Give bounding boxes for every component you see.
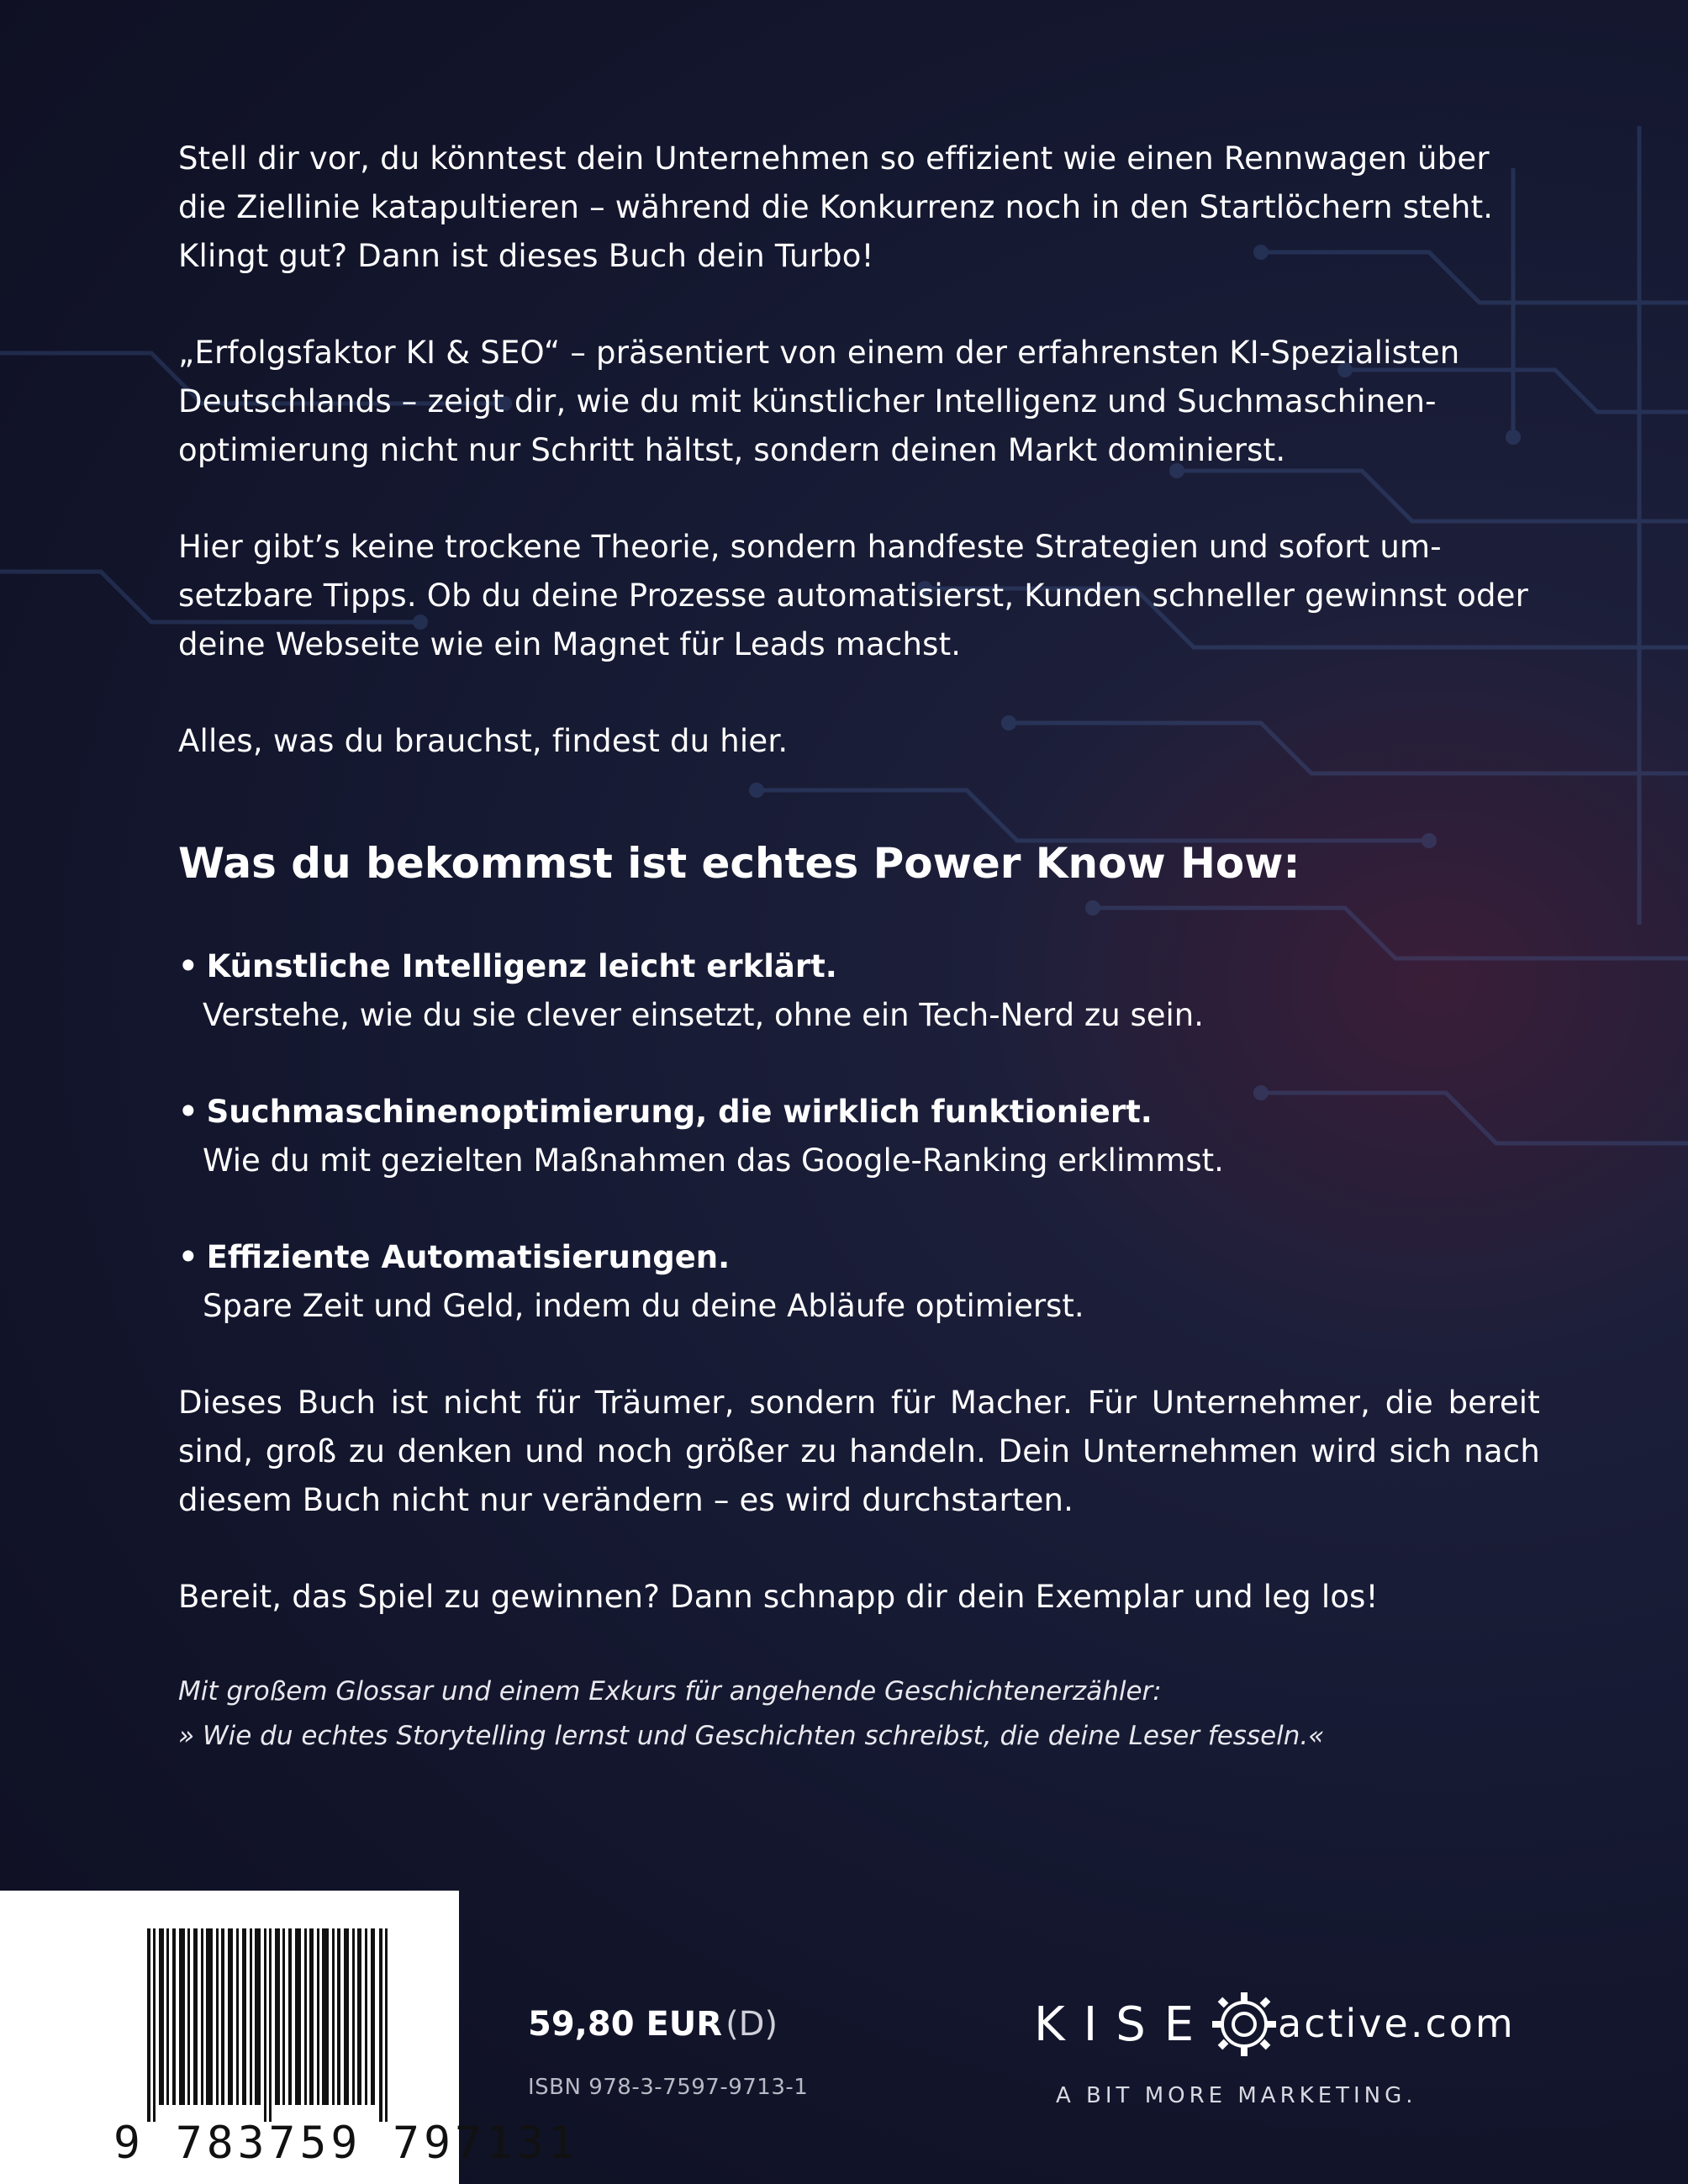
benefit-description: Wie du mit gezielten Maßnahmen das Google-Ranking erklimmst. <box>203 1142 1224 1179</box>
benefit-item <box>178 1088 1540 1185</box>
benefit-title: Künstliche Intelligenz leicht erklärt. <box>206 948 837 984</box>
barcode <box>0 1891 579 2184</box>
price <box>528 2005 778 2044</box>
price-country: (D) <box>725 2005 778 2044</box>
glossary-note-line-2: » Wie du echtes Storytelling lernst und Geschichten schreibst, die deine Leser fesseln.« <box>178 1721 1325 1751</box>
glossary-note <box>178 1670 1540 1759</box>
benefit-title: Effiziente Automatisierungen. <box>206 1239 731 1275</box>
intro-paragraph-3: Hier gibt’s keine trockene Theorie, sondern handfeste Strategien und sofort umsetzbare Tipps. Ob du deine Prozesse automatisierst, Kunden schneller gewinnst oder deine Webseite wie ein Magnet für Leads machst. <box>178 529 1529 662</box>
logo-tagline: A BIT MORE MARKETING. <box>1056 2083 1417 2108</box>
benefit-item <box>178 942 1540 1040</box>
logo-text-active: active.com <box>1278 2001 1516 2046</box>
intro-paragraph-1: Stell dir vor, du könntest dein Unternehmen so effizient wie einen Rennwagen über die Ziellinie katapultieren – während die Konkurrenz noch in den Startlöchern steht. Klingt gut? Dann ist dieses Buch dein Turbo! <box>178 140 1494 274</box>
benefit-description: Verstehe, wie du sie clever einsetzt, ohne ein Tech-Nerd zu sein. <box>203 997 1205 1033</box>
bullet: • <box>178 1239 198 1275</box>
barcode-bars <box>147 1928 391 2122</box>
closing-paragraph-1: Dieses Buch ist nicht für Träumer, sondern für Macher. Für Unternehmer, die bereit sind, groß zu denken und noch größer zu handeln. Dein Unternehmen wird sich nach diesem Buch nicht nur verändern – es wird durchstarten. <box>178 1385 1540 1518</box>
benefit-description: Spare Zeit und Geld, indem du deine Abläufe optimierst. <box>203 1288 1084 1324</box>
benefits-heading: Was du bekommst ist echtes Power Know How: <box>178 839 1300 888</box>
intro-paragraph-2: „Erfolgsfaktor KI & SEO“ – präsentiert von einem der erfahrensten KI-Spezialisten Deutschlands – zeigt dir, wie du mit künstlicher Intelligenz und Suchmaschinenoptimierung nicht nur Schritt hältst, sondern deinen Markt dominierst. <box>178 335 1460 468</box>
bullet: • <box>178 1094 198 1130</box>
gear-icon <box>1209 1989 1279 2060</box>
benefit-item <box>178 1233 1540 1331</box>
closing-paragraph-2: Bereit, das Spiel zu gewinnen? Dann schnapp dir dein Exemplar und leg los! <box>178 1579 1379 1615</box>
intro-paragraph-4: Alles, was du brauchst, findest du hier. <box>178 723 789 759</box>
logo-text-kise: KISE <box>1034 1997 1213 2052</box>
back-cover-text <box>178 135 1540 1759</box>
isbn: ISBN 978-3-7597-9713-1 <box>528 2075 809 2100</box>
bullet: • <box>178 948 198 984</box>
price-amount: 59,80 EUR <box>528 2005 723 2044</box>
barcode-digits: 9 783759 797131 <box>113 2118 579 2169</box>
glossary-note-line-1: Mit großem Glossar und einem Exkurs für angehende Geschichtenerzähler: <box>178 1676 1162 1707</box>
benefit-title: Suchmaschinenoptimierung, die wirklich funktioniert. <box>206 1094 1153 1130</box>
